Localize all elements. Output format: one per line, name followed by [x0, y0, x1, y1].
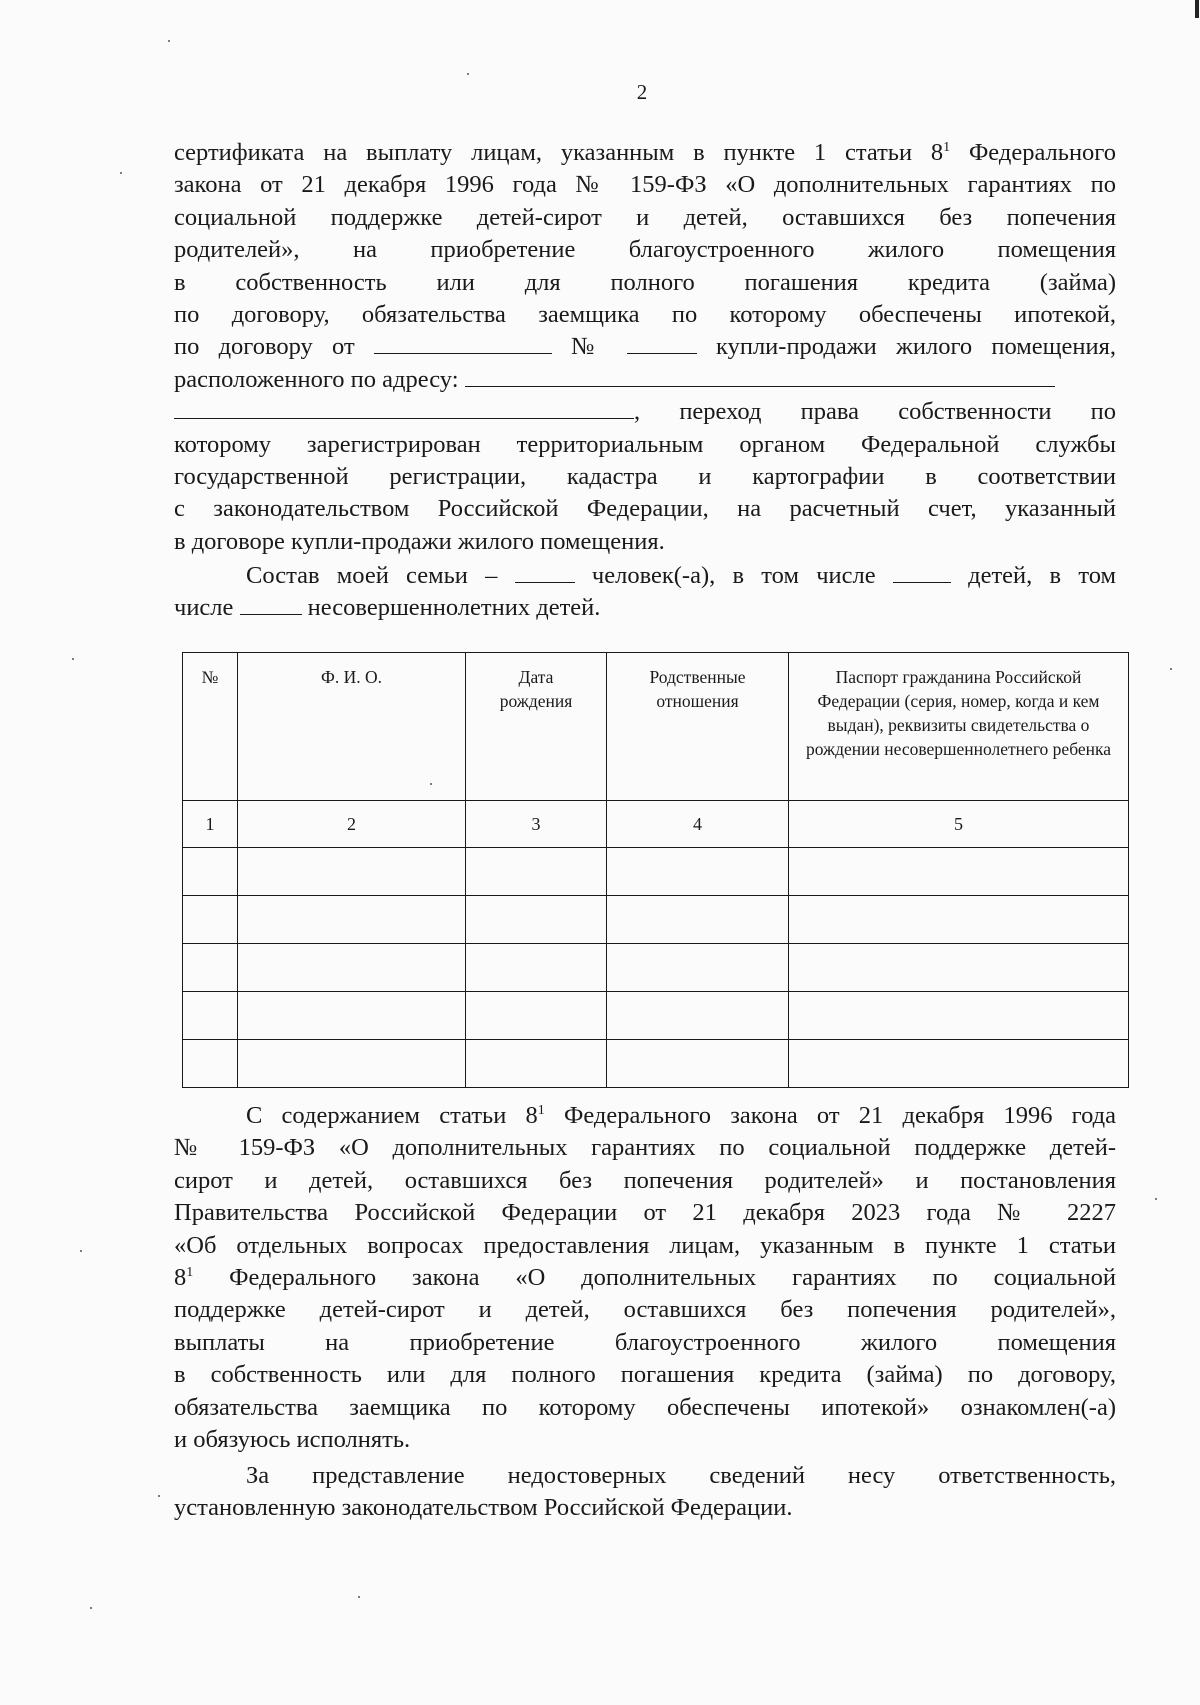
text-line: обязательства заемщика по которому обеспечены ипотекой» ознакомлен(-а): [174, 1393, 1116, 1421]
column-number: 2: [238, 801, 466, 848]
table-cell[interactable]: [238, 1040, 466, 1088]
contract-line: по договору от № купли-продажи жилого помещения,: [174, 333, 1116, 361]
text-line: которому зарегистрирован территориальным органом Федеральной службы: [174, 430, 1116, 458]
header-number: №: [183, 653, 238, 801]
scan-speck: [430, 783, 432, 785]
column-number: 5: [789, 801, 1129, 848]
text-line: Правительства Российской Федерации от 21 декабря 2023 года № 2227: [174, 1199, 1116, 1227]
scan-speck: [90, 1607, 92, 1609]
table-cell[interactable]: [607, 944, 789, 992]
table-cell[interactable]: [466, 992, 607, 1040]
family-members-table: [182, 652, 1129, 1088]
text-line: родителей», на приобретение благоустроенного жилого помещения: [174, 236, 1116, 264]
table-row: [183, 896, 1129, 944]
contract-date-blank[interactable]: [374, 333, 552, 354]
table-cell[interactable]: [466, 1040, 607, 1088]
text-line: № 159-ФЗ «О дополнительных гарантиях по социальной поддержке детей-: [174, 1134, 1116, 1162]
certificate-paragraph: [174, 137, 1116, 558]
address-line: расположенного по адресу:: [174, 364, 1116, 396]
text-line: сертификата на выплату лицам, указанным в пункте 1 статьи $8^1$ Федерального: [174, 139, 1116, 166]
text-line: выплаты на приобретение благоустроенного жилого помещения: [174, 1328, 1116, 1356]
family-line-1: Состав моей семьи – человек(-а), в том числе детей, в том: [246, 562, 1117, 589]
column-number: 3: [466, 801, 607, 848]
minor-children-count-blank[interactable]: [240, 594, 302, 615]
text-line: государственной регистрации, кадастра и картографии в соответствии: [174, 462, 1116, 490]
text-line: по договору, обязательства заемщика по которому обеспечены ипотекой,: [174, 300, 1116, 328]
scan-speck: [158, 1495, 160, 1497]
header-passport: Паспорт гражданина Российской Федерации (серия, номер, когда и кем выдан), реквизиты свидетельства о рождении несовершеннолетнего ребенка: [789, 653, 1129, 801]
table-cell[interactable]: [789, 944, 1129, 992]
table-cell[interactable]: [789, 896, 1129, 944]
table-row: [183, 992, 1129, 1040]
text-line: и обязуюсь исполнять.: [174, 1425, 411, 1453]
header-full-name: Ф. И. О.: [238, 653, 466, 801]
table-cell[interactable]: [183, 896, 238, 944]
text-line: установленную законодательством Российской Федерации.: [174, 1494, 793, 1522]
contract-number-blank[interactable]: [627, 333, 697, 354]
table-header-row: [183, 653, 1129, 801]
table-cell[interactable]: [789, 992, 1129, 1040]
scan-speck: [168, 40, 170, 42]
table-row: [183, 1040, 1129, 1088]
scan-speck: [1170, 668, 1172, 670]
address-blank[interactable]: [465, 366, 1055, 387]
text-line: с законодательством Российской Федерации, на расчетный счет, указанный: [174, 495, 1116, 523]
table-cell[interactable]: [466, 896, 607, 944]
table-cell[interactable]: [607, 992, 789, 1040]
table-cell[interactable]: [238, 944, 466, 992]
table-row: [183, 848, 1129, 896]
table-row: [183, 944, 1129, 992]
table-cell[interactable]: [607, 848, 789, 896]
text-line: в собственность или для полного погашения кредита (займа): [174, 268, 1116, 296]
address-continuation-line: , переход права собственности по: [174, 396, 1116, 428]
text-line: в собственность или для полного погашения кредита (займа) по договору,: [174, 1361, 1116, 1389]
text-line: сирот и детей, оставшихся без попечения родителей» и постановления: [174, 1166, 1116, 1194]
header-relation: Родственные отношения: [607, 653, 789, 801]
family-composition: [174, 560, 1116, 625]
text-line: поддержке детей-сирот и детей, оставшихся без попечения родителей»,: [174, 1296, 1116, 1324]
children-count-blank[interactable]: [893, 562, 951, 583]
scan-edge-mark: [1195, 0, 1199, 18]
table-cell[interactable]: [238, 992, 466, 1040]
scan-speck: [80, 1250, 82, 1252]
family-count-blank[interactable]: [515, 562, 575, 583]
text-line: «Об отдельных вопросах предоставления лицам, указанным в пункте 1 статьи: [174, 1231, 1116, 1259]
responsibility-paragraph: [174, 1460, 1116, 1525]
table-cell[interactable]: [238, 848, 466, 896]
text-line: социальной поддержке детей-сирот и детей, оставшихся без попечения: [174, 203, 1116, 231]
address-blank-2[interactable]: [174, 398, 634, 419]
table-cell[interactable]: [238, 896, 466, 944]
header-birth-date: Дата рождения: [466, 653, 607, 801]
scan-speck: [1155, 1198, 1157, 1200]
table-cell[interactable]: [183, 944, 238, 992]
table-cell[interactable]: [183, 848, 238, 896]
table-cell[interactable]: [789, 848, 1129, 896]
column-number: 4: [607, 801, 789, 848]
text-line: в договоре купли-продажи жилого помещения.: [174, 527, 665, 555]
table-cell[interactable]: [466, 848, 607, 896]
table-cell[interactable]: [183, 992, 238, 1040]
column-number-row: [183, 801, 1129, 848]
text-line: С содержанием статьи $8^1$ Федерального закона от 21 декабря 1996 года: [246, 1102, 1116, 1129]
scan-speck: [467, 73, 469, 75]
text-line: закона от 21 декабря 1996 года № 159-ФЗ «О дополнительных гарантиях по: [174, 171, 1116, 199]
scan-speck: [120, 172, 122, 174]
scan-speck: [72, 658, 74, 660]
family-line-2: числе несовершеннолетних детей.: [174, 594, 601, 622]
page-number: 2: [636, 80, 648, 104]
text-line: За представление недостоверных сведений несу ответственность,: [246, 1462, 1116, 1489]
table-cell[interactable]: [789, 1040, 1129, 1088]
table-cell[interactable]: [466, 944, 607, 992]
table-cell[interactable]: [183, 1040, 238, 1088]
text-line: $8^1$ Федерального закона «О дополнительных гарантиях по социальной: [174, 1263, 1116, 1291]
acknowledgement-paragraph: [174, 1100, 1116, 1456]
column-number: 1: [183, 801, 238, 848]
table-cell[interactable]: [607, 1040, 789, 1088]
scan-speck: [358, 1596, 360, 1598]
table-cell[interactable]: [607, 896, 789, 944]
